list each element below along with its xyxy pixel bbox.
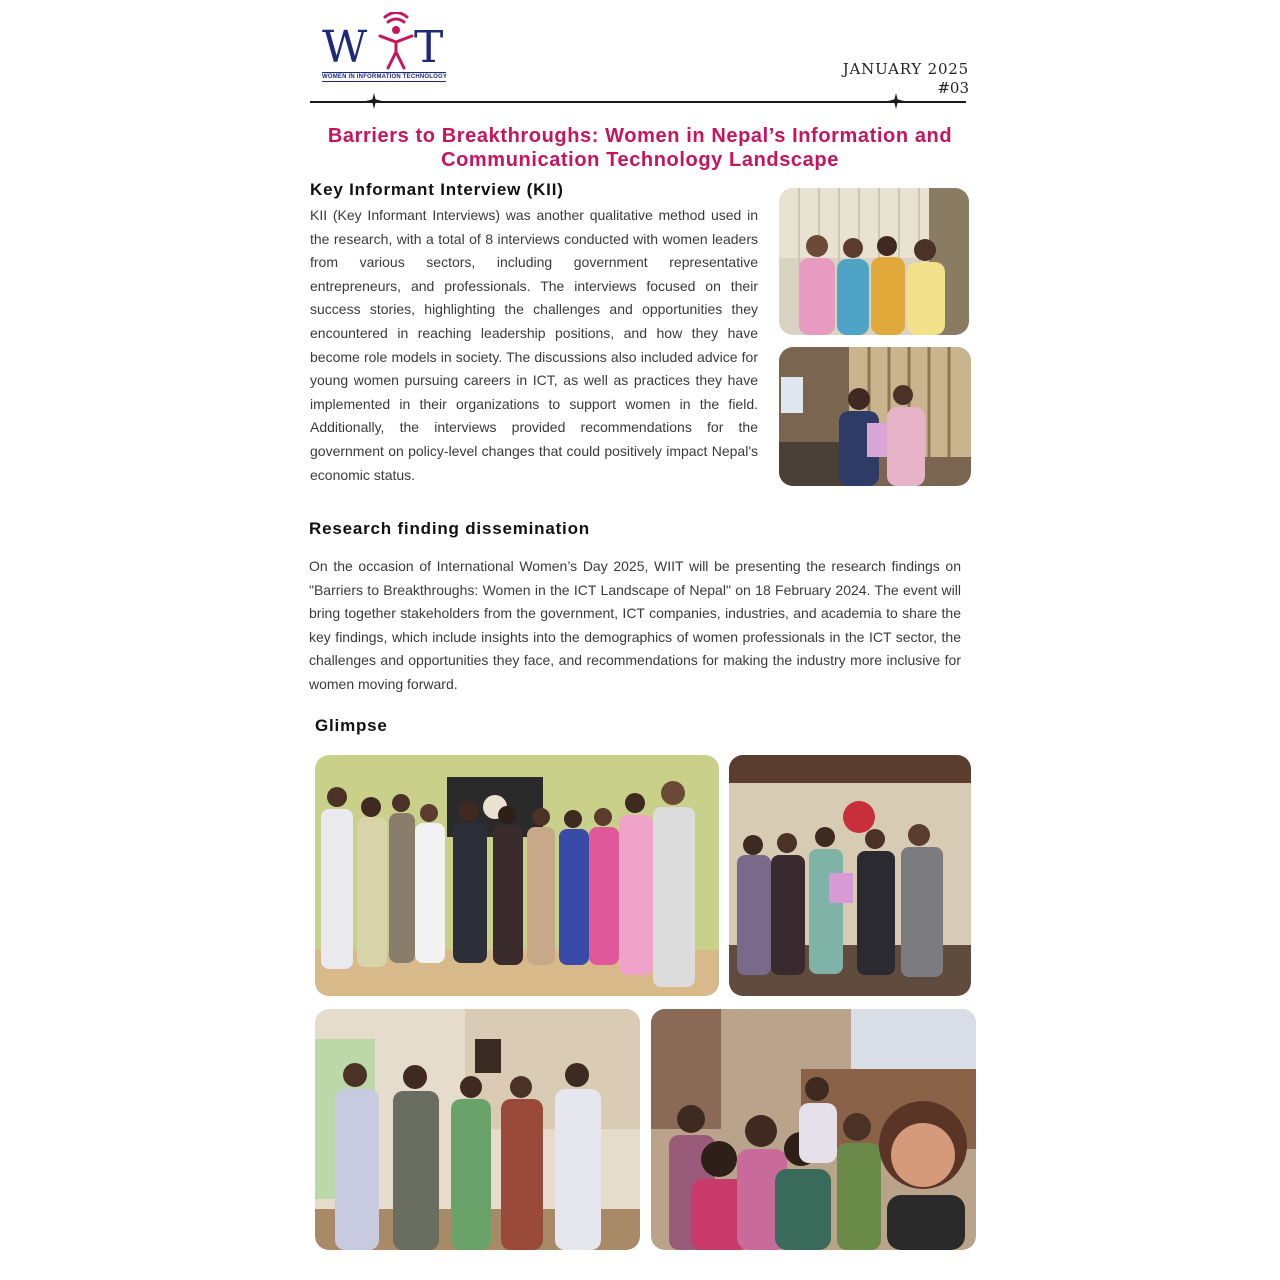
article-title: Barriers to Breakthroughs: Women in Nepal’s Information and Communication Technology Landscape bbox=[327, 125, 953, 171]
issue-info bbox=[843, 60, 969, 98]
glimpse-heading: Glimpse bbox=[315, 716, 388, 735]
kii-photo-handover bbox=[779, 347, 971, 486]
glimpse-photo-office-group bbox=[315, 1009, 640, 1250]
sparkle-star-icon bbox=[888, 93, 904, 109]
glimpse-photo-large-group bbox=[315, 755, 719, 996]
svg-text:W: W bbox=[322, 22, 368, 72]
dissemination-body: On the occasion of International Women’s Day 2025, WIIT will be presenting the research findings on "Barriers to Breakthroughs: Women in the ICT Landscape of Nepal" on 18 February 2024. The event will bring together stakeholders from the government, ICT companies, industries, and academia to share the key findings, which include insights into the demographics of women professionals in the ICT sector, the challenges and opportunities they face, and recommendations for making the industry more inclusive for women moving forward. bbox=[309, 558, 961, 692]
kii-heading: Key Informant Interview (KII) bbox=[310, 180, 564, 199]
glimpse-photo-official bbox=[729, 755, 971, 996]
sparkle-star-icon bbox=[366, 93, 382, 109]
kii-photo-group bbox=[779, 188, 969, 335]
logo-tagline: WOMEN IN INFORMATION TECHNOLOGY bbox=[322, 74, 448, 80]
wiit-logo bbox=[318, 12, 450, 84]
svg-text:T: T bbox=[414, 22, 444, 72]
glimpse-photo-selfie bbox=[651, 1009, 976, 1250]
header-divider bbox=[310, 101, 966, 103]
kii-body: KII (Key Informant Interviews) was another qualitative method used in the research, with a total of 8 interviews conducted with women leaders from various sectors, including government representative entrepreneurs, and professionals. The interviews focused on their success stories, highlighting the challenges and opportunities they encountered in reaching leadership positions, and how they have become role models in society. The discussions also included advice for young women pursuing careers in ICT, as well as practices they have implemented in their organizations to support women in the field. Additionally, the interviews provided recommendations for the government on policy-level changes that could positively impact Nepal's economic status. bbox=[310, 207, 758, 483]
issue-number: #03 bbox=[937, 79, 969, 97]
issue-date: JANUARY 2025 bbox=[842, 60, 969, 78]
dissemination-heading: Research finding dissemination bbox=[309, 519, 590, 538]
wiit-logo-mark bbox=[318, 12, 450, 72]
